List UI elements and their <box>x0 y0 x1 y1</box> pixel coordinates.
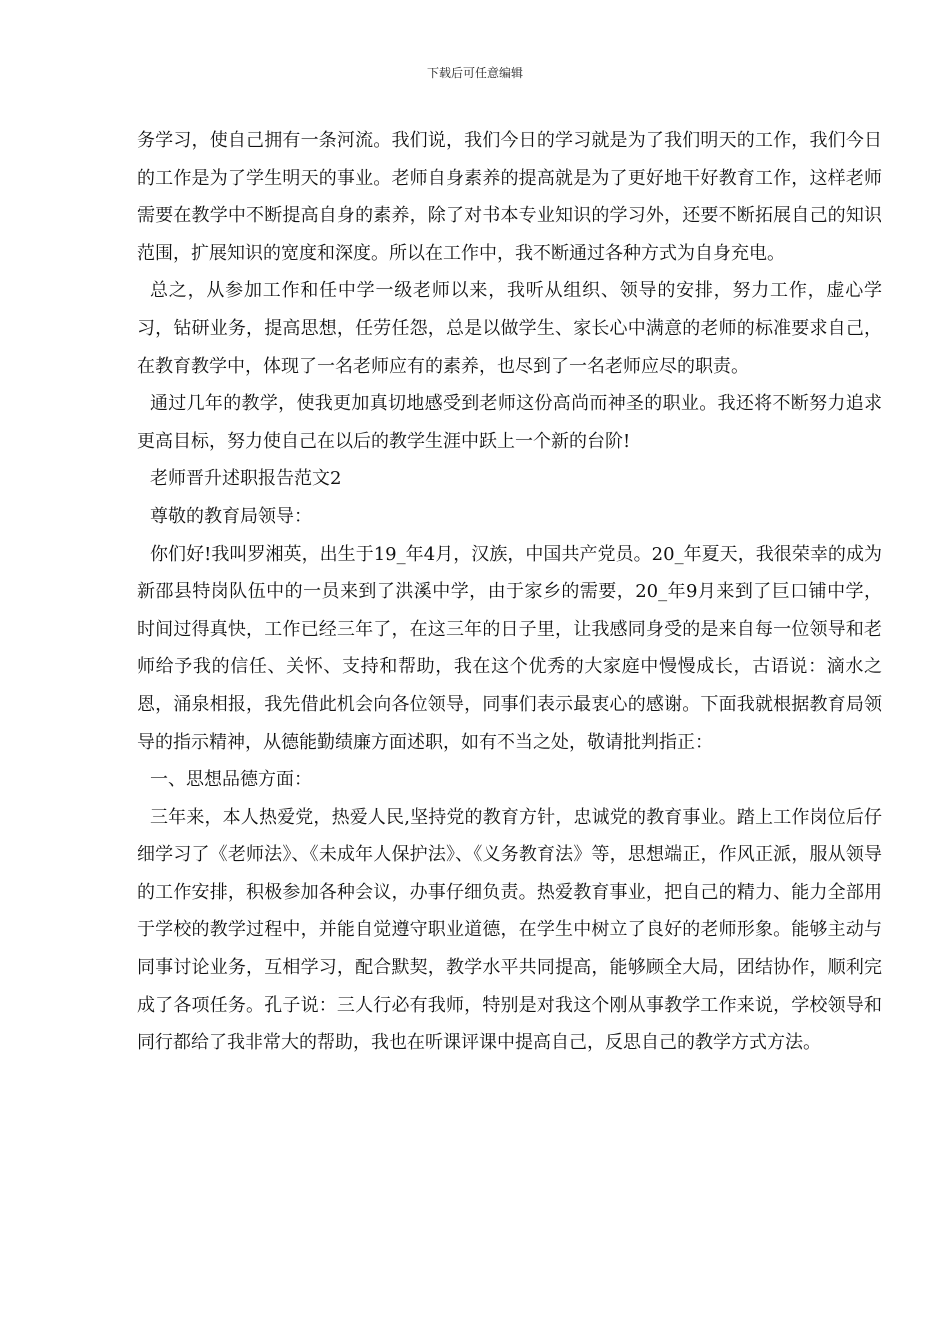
page-header: 下载后可任意编辑 <box>426 66 523 80</box>
document-body <box>137 122 882 1062</box>
subsection-heading: 一、思想品德方面： <box>150 769 312 791</box>
paragraph-continued-study: 务学习，使自己拥有一条河流。我们说，我们今日的学习就是为了我们明天的工作，我们今日的工作是为了学生明天的事业。老师自身素养的提高就是为了更好地干好教育工作，这样老师需要在教学中不断提高自身的素养，除了对书本专业知识的学习外，还要不断拓展自己的知识范围，扩展知识的宽度和深度。所以在工作中，我不断通过各种方式为自身充电。 <box>137 130 882 264</box>
paragraph-introduction: 你们好!我叫罗湘英，出生于19_年4月，汉族，中国共产党员。20_年夏天，我很荣幸的成为新邵县特岗队伍中的一员来到了洪溪中学，由于家乡的需要，20_年9月来到了巨口铺中学，时间过得真快，工作已经三年了，在这三年的日子里，让我感同身受的是来自每一位领导和老师给予我的信任、关怀、支持和帮助，我在这个优秀的大家庭中慢慢成长，古语说：滴水之恩，涌泉相报，我先借此机会向各位领导，同事们表示最衷心的感谢。下面我就根据教育局领导的指示精神，从德能勤绩廉方面述职，如有不当之处，敬请批判指正： <box>137 543 882 753</box>
paragraph-future-goals: 通过几年的教学，使我更加真切地感受到老师这份高尚而神圣的职业。我还将不断努力追求更高目标，努力使自己在以后的教学生涯中跃上一个新的台阶! <box>137 393 882 452</box>
paragraph-summary: 总之，从参加工作和任中学一级老师以来，我听从组织、领导的安排，努力工作，虚心学习，钻研业务，提高思想，任劳任怨，总是以做学生、家长心中满意的老师的标准要求自己，在教育教学中，体现了一名老师应有的素养，也尽到了一名老师应尽的职责。 <box>137 280 882 377</box>
paragraph-moral-character: 三年来，本人热爱党，热爱人民,坚持党的教育方针，忠诚党的教育事业。踏上工作岗位后仔细学习了《老师法》、《未成年人保护法》、《义务教育法》等，思想端正，作风正派，服从领导的工作安排，积极参加各种会议，办事仔细负责。热爱教育事业，把自己的精力、能力全部用于学校的教学过程中，并能自觉遵守职业道德，在学生中树立了良好的老师形象。能够主动与同事讨论业务，互相学习，配合默契，教学水平共同提高，能够顾全大局，团结协作，顺利完成了各项任务。孔子说：三人行必有我师，特别是对我这个刚从事教学工作来说，学校领导和同行都给了我非常大的帮助，我也在听课评课中提高自己，反思自己的教学方式方法。 <box>137 806 882 1054</box>
section-title: 老师晋升述职报告范文2 <box>150 468 342 490</box>
salutation: 尊敬的教育局领导： <box>150 505 312 527</box>
